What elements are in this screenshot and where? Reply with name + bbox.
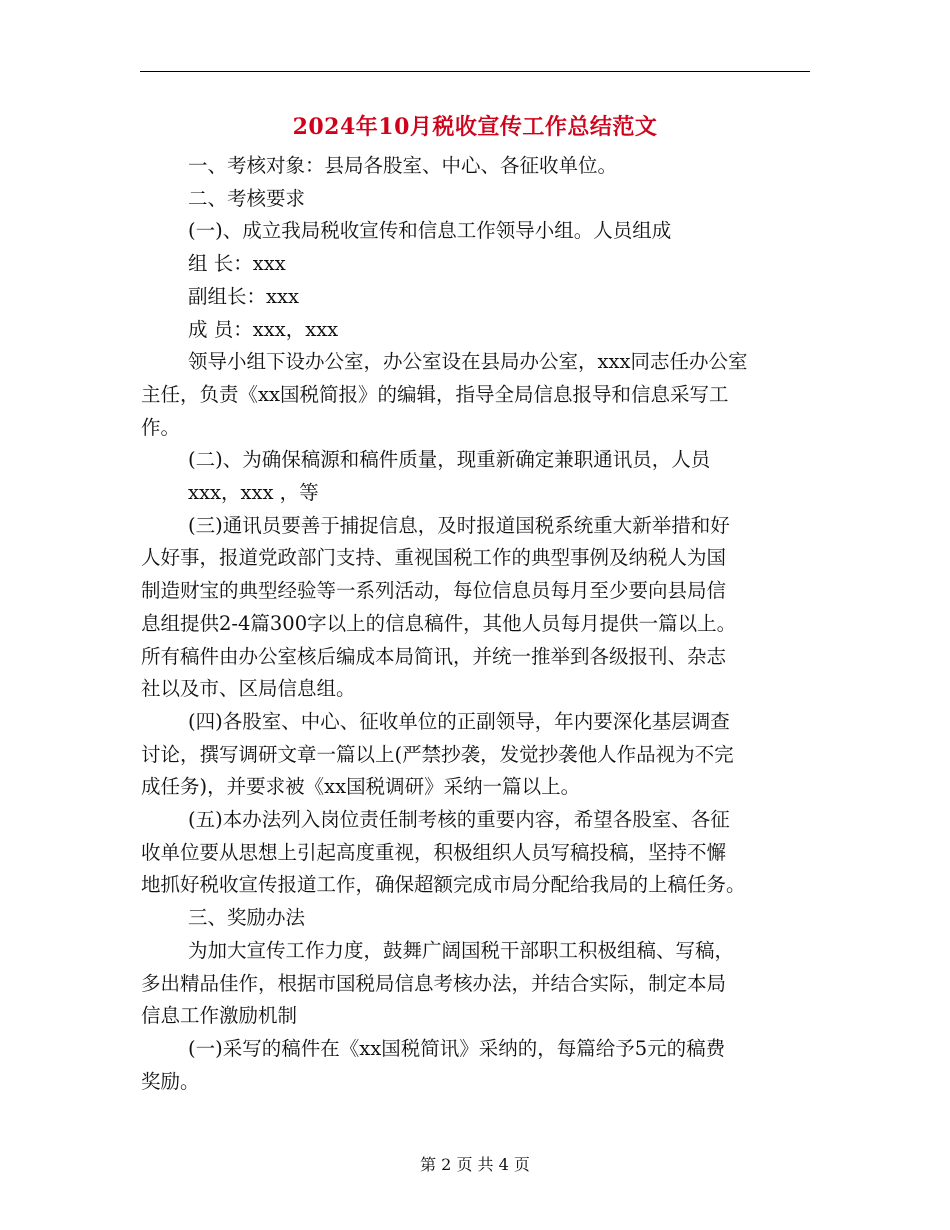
paragraph-line: 一、考核对象：县局各股室、中心、各征收单位。 <box>188 154 618 177</box>
paragraph-line: 奖励。 <box>141 1069 200 1093</box>
paragraph-line: (二)、为确保稿源和稿件质量，现重新确定兼职通讯员，人员 <box>188 448 711 472</box>
header-rule <box>140 71 810 72</box>
paragraph-line: 人好事，报道党政部门支持、重视国税工作的典型事例及纳税人为国 <box>141 546 727 570</box>
paragraph-line: 地抓好税收宣传报道工作，确保超额完成市局分配给我局的上稿任务。 <box>141 873 746 897</box>
paragraph-line: 讨论，撰写调研文章一篇以上(严禁抄袭，发觉抄袭他人作品视为不完 <box>141 742 734 766</box>
paragraph-line: 主任，负责《xx国税简报》的编辑，指导全局信息报导和信息采写工 <box>141 382 729 406</box>
paragraph-line: (四)各股室、中心、征收单位的正副领导，年内要深化基层调查 <box>188 709 730 733</box>
paragraph-line: 成任务)，并要求被《xx国税调研》采纳一篇以上。 <box>141 775 581 799</box>
paragraph-line: 领导小组下设办公室，办公室设在县局办公室，xxx同志任办公室 <box>188 350 748 374</box>
paragraph-line: (三)通讯员要善于捕捉信息，及时报道国税系统重大新举措和好 <box>188 513 730 537</box>
paragraph-line: 息组提供2-4篇300字以上的信息稿件，其他人员每月提供一篇以上。 <box>141 611 737 635</box>
paragraph-line: 成 员：xxx，xxx <box>188 317 339 341</box>
paragraph-line: 收单位要从思想上引起高度重视，积极组织人员写稿投稿，坚持不懈 <box>141 840 727 864</box>
paragraph-line: (五)本办法列入岗位责任制考核的重要内容，希望各股室、各征 <box>188 808 730 832</box>
paragraph-line: 社以及市、区局信息组。 <box>141 677 356 701</box>
paragraph-line: 三、奖励办法 <box>188 906 306 930</box>
page-number: 第 2 页 共 4 页 <box>420 1155 530 1174</box>
paragraph-line: xxx，xxx ，等 <box>188 481 319 505</box>
paragraph-line: 信息工作激励机制 <box>141 1004 298 1028</box>
paragraph-line: 所有稿件由办公室核后编成本局简讯，并统一推举到各级报刊、杂志 <box>141 644 727 668</box>
document-body <box>141 150 811 1098</box>
paragraph-line: 组 长：xxx <box>188 252 286 276</box>
paragraph-line: 多出精品佳作，根据市国税局信息考核办法，并结合实际，制定本局 <box>141 971 727 995</box>
paragraph-line: 为加大宣传工作力度，鼓舞广阔国税干部职工积极组稿、写稿， <box>188 938 735 962</box>
paragraph-line: 二、考核要求 <box>188 186 306 210</box>
paragraph-line: (一)采写的稿件在《xx国税简讯》采纳的，每篇给予5元的稿费 <box>188 1036 726 1060</box>
paragraph-line: (一)、成立我局税收宣传和信息工作领导小组。人员组成 <box>188 219 672 243</box>
document-title: 2024年10月税收宣传工作总结范文 <box>292 114 658 140</box>
paragraph-line: 作。 <box>141 415 181 439</box>
paragraph-line: 副组长：xxx <box>188 284 299 308</box>
paragraph-line: 制造财宝的典型经验等一系列活动，每位信息员每月至少要向县局信 <box>141 579 727 603</box>
